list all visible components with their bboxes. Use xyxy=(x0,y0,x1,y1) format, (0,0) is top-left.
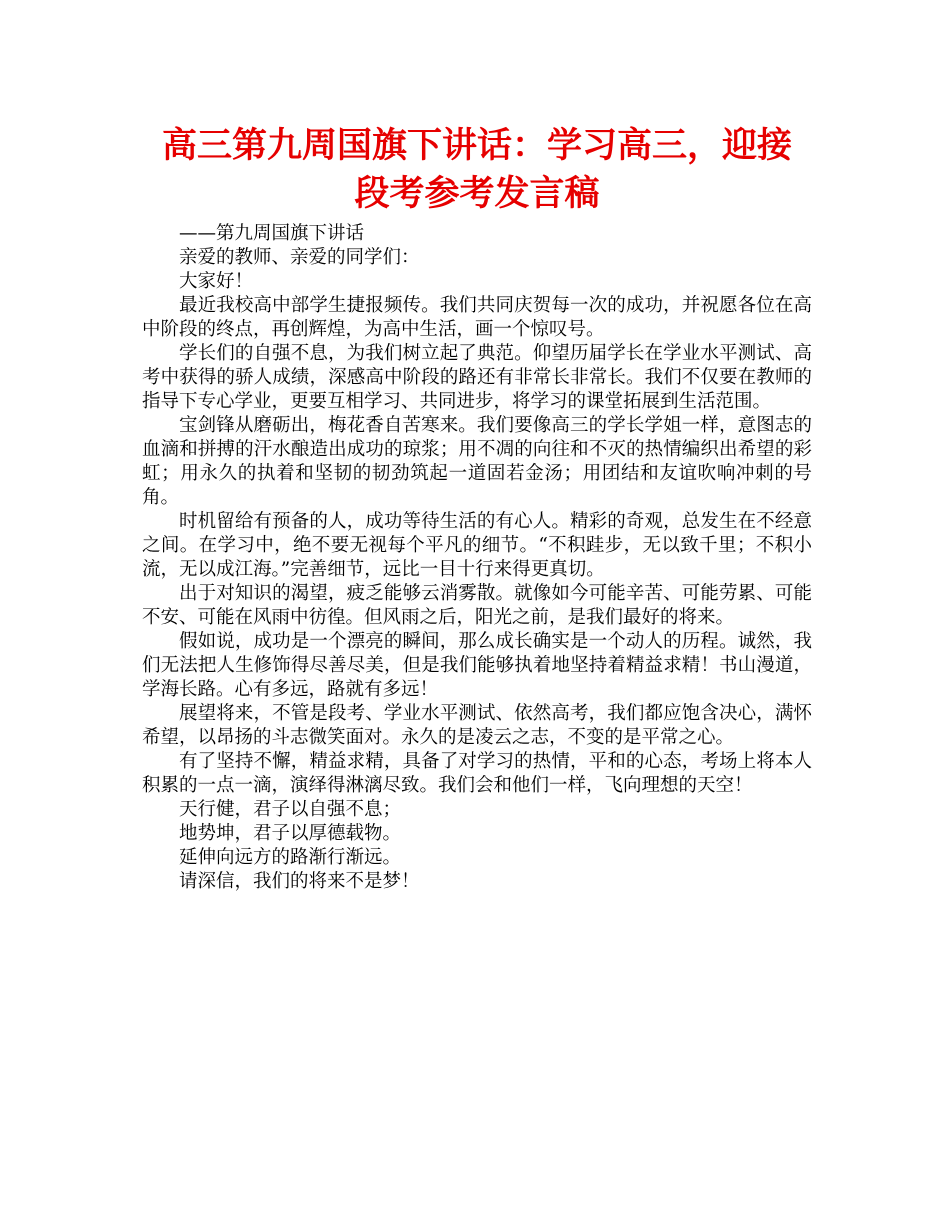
title-line-1: 高三第九周国旗下讲话：学习高三，迎接 xyxy=(161,126,792,166)
closing-line: 地势坤，君子以厚德载物。 xyxy=(179,823,402,844)
paragraph: 展望将来，不管是段考、学业水平测试、依然高考，我们都应饱含决心，满怀希望，以昂扬的斗志微笑面对。永久的是凌云之志，不变的是平常之心。 xyxy=(142,703,812,748)
paragraph: 有了坚持不懈，精益求精，具备了对学习的热情，平和的心态，考场上将本人积累的一点一滴，演绎得淋漓尽致。我们会和他们一样，飞向理想的天空！ xyxy=(142,751,812,796)
document-body xyxy=(142,222,812,894)
closing-line: 请深信，我们的将来不是梦！ xyxy=(179,871,420,892)
paragraph: 最近我校高中部学生捷报频传。我们共同庆贺每一次的成功，并祝愿各位在高中阶段的终点，再创辉煌，为高中生活，画一个惊叹号。 xyxy=(142,295,812,340)
paragraph: 时机留给有预备的人，成功等待生活的有心人。精彩的奇观，总发生在不经意之间。在学习中，绝不要无视每个平凡的细节。“不积跬步，无以致千里；不积小流，无以成江海。”完善细节，远比一目十行来得更真切。 xyxy=(142,511,812,580)
paragraph: 宝剑锋从磨砺出，梅花香自苦寒来。我们要像高三的学长学姐一样，意图志的血滴和拼搏的汗水酿造出成功的琼浆；用不凋的向往和不灭的热情编织出希望的彩虹；用永久的执着和坚韧的韧劲筑起一道固若金汤；用团结和友谊吹响冲刺的号角。 xyxy=(142,415,812,508)
paragraph: 假如说，成功是一个漂亮的瞬间，那么成长确实是一个动人的历程。诚然，我们无法把人生修饰得尽善尽美，但是我们能够执着地坚持着精益求精！书山漫道，学海长路。心有多远，路就有多远！ xyxy=(142,631,812,700)
paragraph: 学长们的自强不息，为我们树立起了典范。仰望历届学长在学业水平测试、高考中获得的骄人成绩，深感高中阶段的路还有非常长非常长。我们不仅要在教师的指导下专心学业，更要互相学习、共同进步，将学习的课堂拓展到生活范围。 xyxy=(142,343,812,412)
greeting: 大家好！ xyxy=(179,271,254,292)
closing-line: 延伸向远方的路渐行渐远。 xyxy=(179,847,402,868)
document-title xyxy=(132,122,822,218)
paragraph: 出于对知识的渴望，疲乏能够云消雾散。就像如今可能辛苦、可能劳累、可能不安、可能在风雨中彷徨。但风雨之后，阳光之前，是我们最好的将来。 xyxy=(142,583,812,628)
document-page xyxy=(142,122,812,894)
salutation: 亲爱的教师、亲爱的同学们： xyxy=(179,247,420,268)
title-line-2: 段考参考发言稿 xyxy=(354,174,600,214)
closing-line: 天行健，君子以自强不息； xyxy=(179,799,402,820)
subtitle-line: ——第九周国旗下讲话 xyxy=(179,223,365,244)
